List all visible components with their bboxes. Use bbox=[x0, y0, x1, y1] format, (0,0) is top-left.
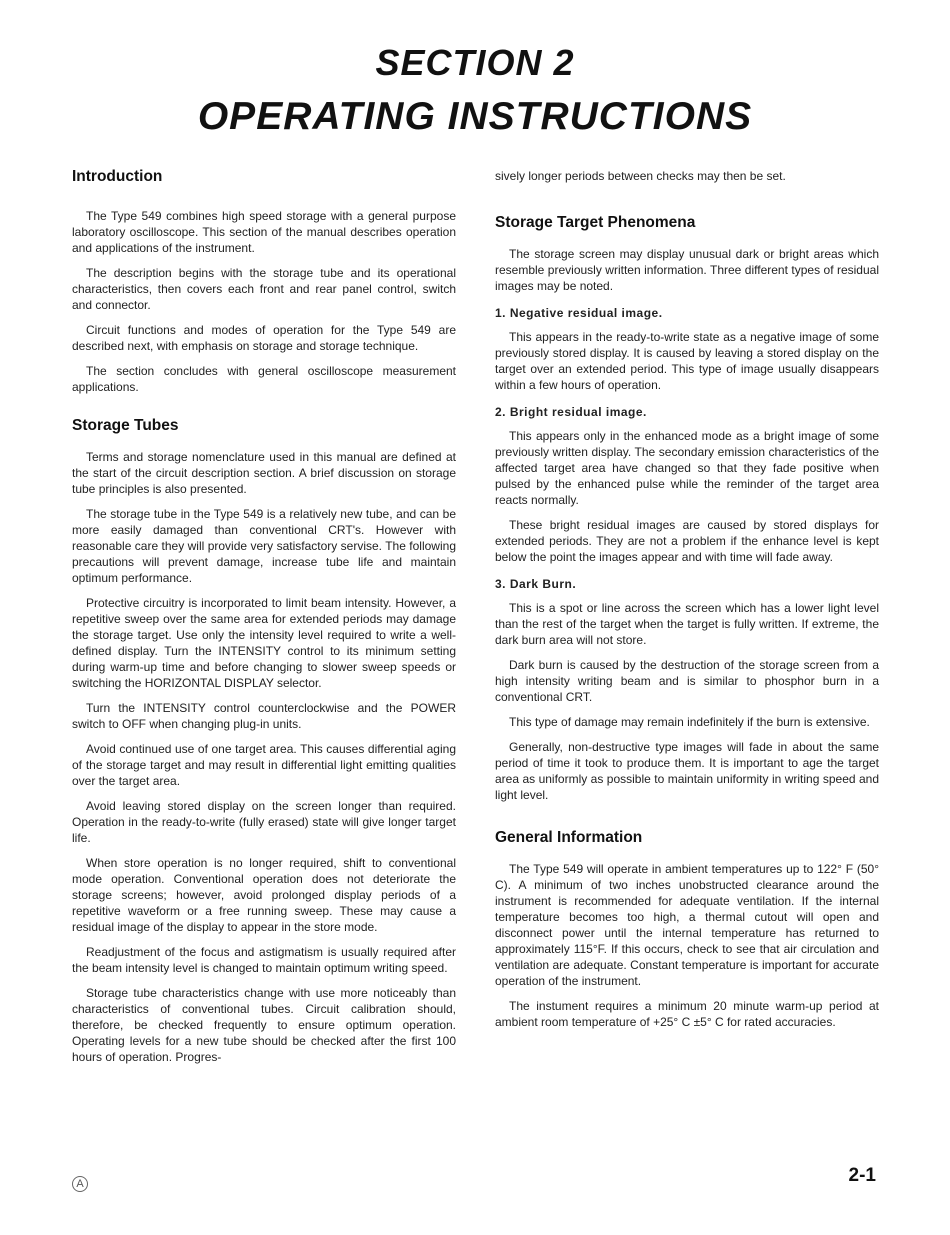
paragraph: This appears only in the enhanced mode as a bright image of some previously written display. The secondary emission characteristics of the affected target area have changed so that they fade positive when pulsed by the enhanced pulse while the reminder of the target area reacts normally. bbox=[495, 429, 879, 507]
paragraph: Protective circuitry is incorporated to limit beam intensity. However, a repetitive sweep over the same area for extended periods may damage the storage target. Use only the intensity level required to write a well-defined display. Turn the INTENSITY control to its minimum setting during warm-up time and before changing to slower sweep speeds or switching the HORIZONTAL DISPLAY selector. bbox=[72, 596, 456, 690]
paragraph: The Type 549 combines high speed storage with a general purpose laboratory oscilloscope. This section of the manual describes operation and applications of the instrument. bbox=[72, 209, 456, 255]
section-number: SECTION 2 bbox=[375, 42, 575, 83]
negative-residual-heading: 1. Negative residual image. bbox=[495, 306, 663, 320]
paragraph: The Type 549 will operate in ambient temperatures up to 122° F (50° C). A minimum of two inches unobstructed clearance around the instrument is recommended for adequate ventilation. If the internal temperature becomes too high, a thermal cutout will open and disconnect power until the internal temperature has returned to approximately 115°F. If this occurs, check to see that air circulation and ventilation are adequate. Constant temperature is important for accurate operation of the instrument. bbox=[495, 862, 879, 988]
paragraph: The storage screen may display unusual dark or bright areas which resemble previously written information. Three different types of residual images may be noted. bbox=[495, 247, 879, 293]
paragraph: Generally, non-destructive type images will fade in about the same period of time it took to produce them. It is important to age the target area as uniformly as possible to maintain uniformity in writing speed and light level. bbox=[495, 740, 879, 802]
paragraph: Circuit functions and modes of operation for the Type 549 are described next, with emphasis on storage and storage technique. bbox=[72, 323, 456, 353]
paragraph: Storage tube characteristics change with use more noticeably than characteristics of conventional tubes. Circuit calibration should, therefore, be checked frequently to ensure optimum operation. Operating levels for a new tube should be checked after the first 100 hours of operation. Progres- bbox=[72, 986, 456, 1064]
paragraph: The storage tube in the Type 549 is a relatively new tube, and can be more easily damaged than conventional CRT's. However with reasonable care they will provide very satisfactory servise. The following precautions will prevent damage, increase tube life and maintain optimum performance. bbox=[72, 507, 456, 585]
paragraph: Dark burn is caused by the destruction of the storage screen from a high intensity writing beam and is similar to phosphor burn in a conventional CRT. bbox=[495, 658, 879, 704]
paragraph: The instument requires a minimum 20 minute warm-up period at ambient room temperature of +25° C ±5° C for rated accuracies. bbox=[495, 999, 879, 1029]
paragraph: The section concludes with general oscilloscope measurement applications. bbox=[72, 364, 456, 394]
paragraph: This is a spot or line across the screen which has a lower light level than the rest of the target when the target is fully written. If extreme, the dark burn area will not store. bbox=[495, 601, 879, 647]
paragraph: When store operation is no longer required, shift to conventional mode operation. Conventional operation does not deteriorate the storage screens; however, avoid prolonged display periods of a repetitive waveform or a free running sweep. These may cause a residual image of the display to appear in the store mode. bbox=[72, 856, 456, 934]
paragraph: The description begins with the storage tube and its operational characteristics, then covers each front and rear panel control, switch and connector. bbox=[72, 266, 456, 312]
paragraph: This type of damage may remain indefinitely if the burn is extensive. bbox=[509, 715, 870, 729]
paragraph: These bright residual images are caused by stored displays for extended periods. They are not a problem if the enhance level is kept below the point the images appear and with time will fade away. bbox=[495, 518, 879, 564]
left-column bbox=[72, 168, 456, 1065]
introduction-heading: Introduction bbox=[72, 168, 163, 185]
paragraph: Avoid continued use of one target area. This causes differential aging of the storage target and may result in differential light emitting qualities over the target area. bbox=[72, 742, 456, 788]
paragraph: sively longer periods between checks may then be set. bbox=[495, 169, 786, 183]
paragraph: Terms and storage nomenclature used in this manual are defined at the start of the circuit description section. A brief discussion on storage tube principles is also presented. bbox=[72, 450, 456, 496]
storage-target-phenomena-heading: Storage Target Phenomena bbox=[495, 214, 696, 231]
dark-burn-heading: 3. Dark Burn. bbox=[495, 577, 577, 591]
revision-mark: A bbox=[72, 1176, 88, 1192]
general-information-heading: General Information bbox=[495, 829, 643, 846]
paragraph: This appears in the ready-to-write state as a negative image of some previously stored display. It is caused by leaving a stored display on the target over an extended period. This type of image usually disappears within a few hours of operation. bbox=[495, 330, 879, 392]
page-title: OPERATING INSTRUCTIONS bbox=[197, 95, 753, 138]
page-number: 2-1 bbox=[848, 1165, 876, 1186]
paragraph: Readjustment of the focus and astigmatism is usually required after the beam intensity level is changed to maintain optimum writing speed. bbox=[72, 945, 456, 975]
paragraph: Avoid leaving stored display on the screen longer than required. Operation in the ready-to-write (fully erased) state will give longer target life. bbox=[72, 799, 456, 845]
bright-residual-heading: 2. Bright residual image. bbox=[495, 405, 647, 419]
paragraph: Turn the INTENSITY control counterclockwise and the POWER switch to OFF when changing plug-in units. bbox=[72, 701, 456, 731]
storage-tubes-heading: Storage Tubes bbox=[72, 417, 179, 434]
right-column bbox=[495, 168, 879, 1030]
